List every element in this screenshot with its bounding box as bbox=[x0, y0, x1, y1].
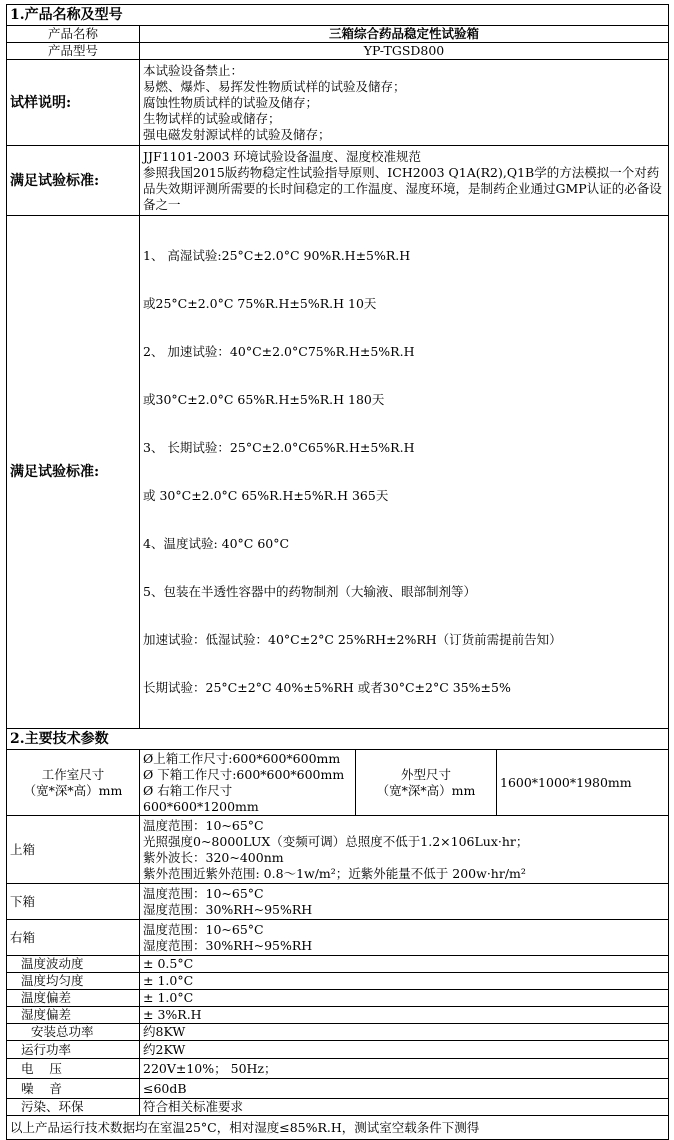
param-value: 约8KW bbox=[140, 1024, 669, 1041]
upper-chamber-specs bbox=[140, 816, 669, 884]
spec-table bbox=[6, 4, 669, 1140]
param-label: 噪 音 bbox=[7, 1079, 140, 1099]
standard2-line: 或25°C±2.0°C 75%R.H±5%R.H 10天 bbox=[143, 296, 377, 311]
outer-size-label bbox=[356, 750, 497, 816]
sample-line: 生物试样的试验或储存； bbox=[143, 110, 281, 126]
right-chamber-label: 右箱 bbox=[7, 920, 140, 956]
lower-chamber-specs bbox=[140, 884, 669, 920]
chamber-size-value bbox=[140, 750, 356, 816]
right-spec-line: 温度范围：10~65°C bbox=[143, 921, 264, 937]
sample-description bbox=[140, 60, 669, 146]
footer-note: 以上产品运行技术数据均在室温25°C，相对湿度≤85%R.H，测试室空载条件下测得 bbox=[7, 1116, 669, 1140]
section-title-params: 2.主要技术参数 bbox=[7, 729, 669, 750]
outer-size-label-line: （宽*深*高）mm bbox=[376, 782, 476, 798]
param-label: 污染、环保 bbox=[7, 1099, 140, 1116]
standard2-line: 3、 长期试验：25°C±2.0°C65%R.H±5%R.H bbox=[143, 440, 415, 455]
sample-line: 强电磁发射源试样的试验及储存； bbox=[143, 126, 331, 142]
chamber-size-label bbox=[7, 750, 140, 816]
product-model-value: YP-TGSD800 bbox=[140, 43, 669, 60]
spec-document bbox=[6, 4, 668, 1140]
outer-size-value: 1600*1000*1980mm bbox=[497, 750, 669, 816]
standard2-line: 长期试验：25°C±2°C 40%±5%RH 或者30°C±2°C 35%±5% bbox=[143, 680, 511, 695]
upper-spec-line: 光照强度0~8000LUX（变频可调）总照度不低于1.2×106Lux·hr； bbox=[143, 833, 529, 849]
param-value: ± 0.5°C bbox=[140, 956, 669, 973]
lower-spec-line: 温度范围：10~65°C bbox=[143, 885, 264, 901]
product-name-label: 产品名称 bbox=[7, 26, 140, 43]
standard2-line: 5、包装在半透性容器中的药物制剂（大输液、眼部制剂等） bbox=[143, 584, 476, 599]
outer-size-label-line: 外型尺寸 bbox=[400, 766, 451, 782]
standard2-line: 或30°C±2.0°C 65%R.H±5%R.H 180天 bbox=[143, 392, 385, 407]
standard1-line: JJF1101-2003 环境试验设备温度、湿度校准规范 bbox=[143, 148, 422, 164]
standard1-line: 参照我国2015版药物稳定性试验指导原则、ICH2003 Q1A(R2),Q1B学的方法模拟一个对药品失效期评测所需要的长时间稳定的工作温度、湿度环境，是制药企业通过GMP认证的必备设备之一 bbox=[143, 164, 662, 212]
param-value: ≤60dB bbox=[140, 1079, 669, 1099]
sample-line: 腐蚀性物质试样的试验及储存； bbox=[143, 94, 319, 110]
standard1-label: 满足试验标准: bbox=[7, 146, 140, 216]
standard2-line: 或 30°C±2.0°C 65%R.H±5%R.H 365天 bbox=[143, 488, 389, 503]
upper-spec-line: 紫外波长：320~400nm bbox=[143, 849, 284, 865]
chamber-size-line: Ø 下箱工作尺寸:600*600*600mm bbox=[143, 766, 345, 782]
product-name-value: 三箱综合药品稳定性试验箱 bbox=[140, 26, 669, 43]
upper-spec-line: 紫外范围近紫外范围: 0.8～1w/m²；近紫外能量不低于 200w·hr/m² bbox=[143, 865, 526, 881]
param-label: 温度波动度 bbox=[7, 956, 140, 973]
sample-line: 易燃、爆炸、易挥发性物质试样的试验及储存； bbox=[143, 78, 406, 94]
param-label: 湿度偏差 bbox=[7, 1007, 140, 1024]
section-title-product: 1.产品名称及型号 bbox=[7, 5, 669, 26]
upper-chamber-label: 上箱 bbox=[7, 816, 140, 884]
param-label: 运行功率 bbox=[7, 1041, 140, 1059]
right-spec-line: 湿度范围：30%RH~95%RH bbox=[143, 937, 313, 953]
sample-line: 本试验设备禁止： bbox=[143, 62, 244, 78]
param-label: 温度均匀度 bbox=[7, 973, 140, 990]
param-value: ± 1.0°C bbox=[140, 973, 669, 990]
chamber-size-line: Ø上箱工作尺寸:600*600*600mm bbox=[143, 750, 341, 766]
chamber-size-label-line: （宽*深*高）mm bbox=[23, 782, 123, 798]
standard2-line: 加速试验：低湿试验：40°C±2°C 25%RH±2%RH（订货前需提前告知） bbox=[143, 632, 562, 647]
standard2-line: 2、 加速试验：40°C±2.0°C75%R.H±5%R.H bbox=[143, 344, 415, 359]
param-value: 符合相关标准要求 bbox=[140, 1099, 669, 1116]
chamber-size-line: Ø 右箱工作尺寸 bbox=[143, 782, 233, 798]
param-value: ± 3%R.H bbox=[140, 1007, 669, 1024]
standard2-content bbox=[140, 216, 669, 729]
lower-spec-line: 湿度范围：30%RH~95%RH bbox=[143, 901, 313, 917]
param-label: 电 压 bbox=[7, 1059, 140, 1079]
standard2-label: 满足试验标准: bbox=[7, 216, 140, 729]
param-label: 安装总功率 bbox=[7, 1024, 140, 1041]
right-chamber-specs bbox=[140, 920, 669, 956]
standard2-line: 4、温度试验: 40°C 60°C bbox=[143, 536, 290, 551]
upper-spec-line: 温度范围：10~65°C bbox=[143, 817, 264, 833]
param-value: 220V±10%； 50Hz； bbox=[140, 1059, 669, 1079]
chamber-size-line: 600*600*1200mm bbox=[143, 798, 259, 814]
standard1-content bbox=[140, 146, 669, 216]
param-label: 温度偏差 bbox=[7, 990, 140, 1007]
lower-chamber-label: 下箱 bbox=[7, 884, 140, 920]
product-model-label: 产品型号 bbox=[7, 43, 140, 60]
param-value: ± 1.0°C bbox=[140, 990, 669, 1007]
chamber-size-label-line: 工作室尺寸 bbox=[41, 766, 105, 782]
sample-label: 试样说明: bbox=[7, 60, 140, 146]
standard2-line: 1、 高湿试验:25°C±2.0°C 90%R.H±5%R.H bbox=[143, 248, 411, 263]
param-value: 约2KW bbox=[140, 1041, 669, 1059]
